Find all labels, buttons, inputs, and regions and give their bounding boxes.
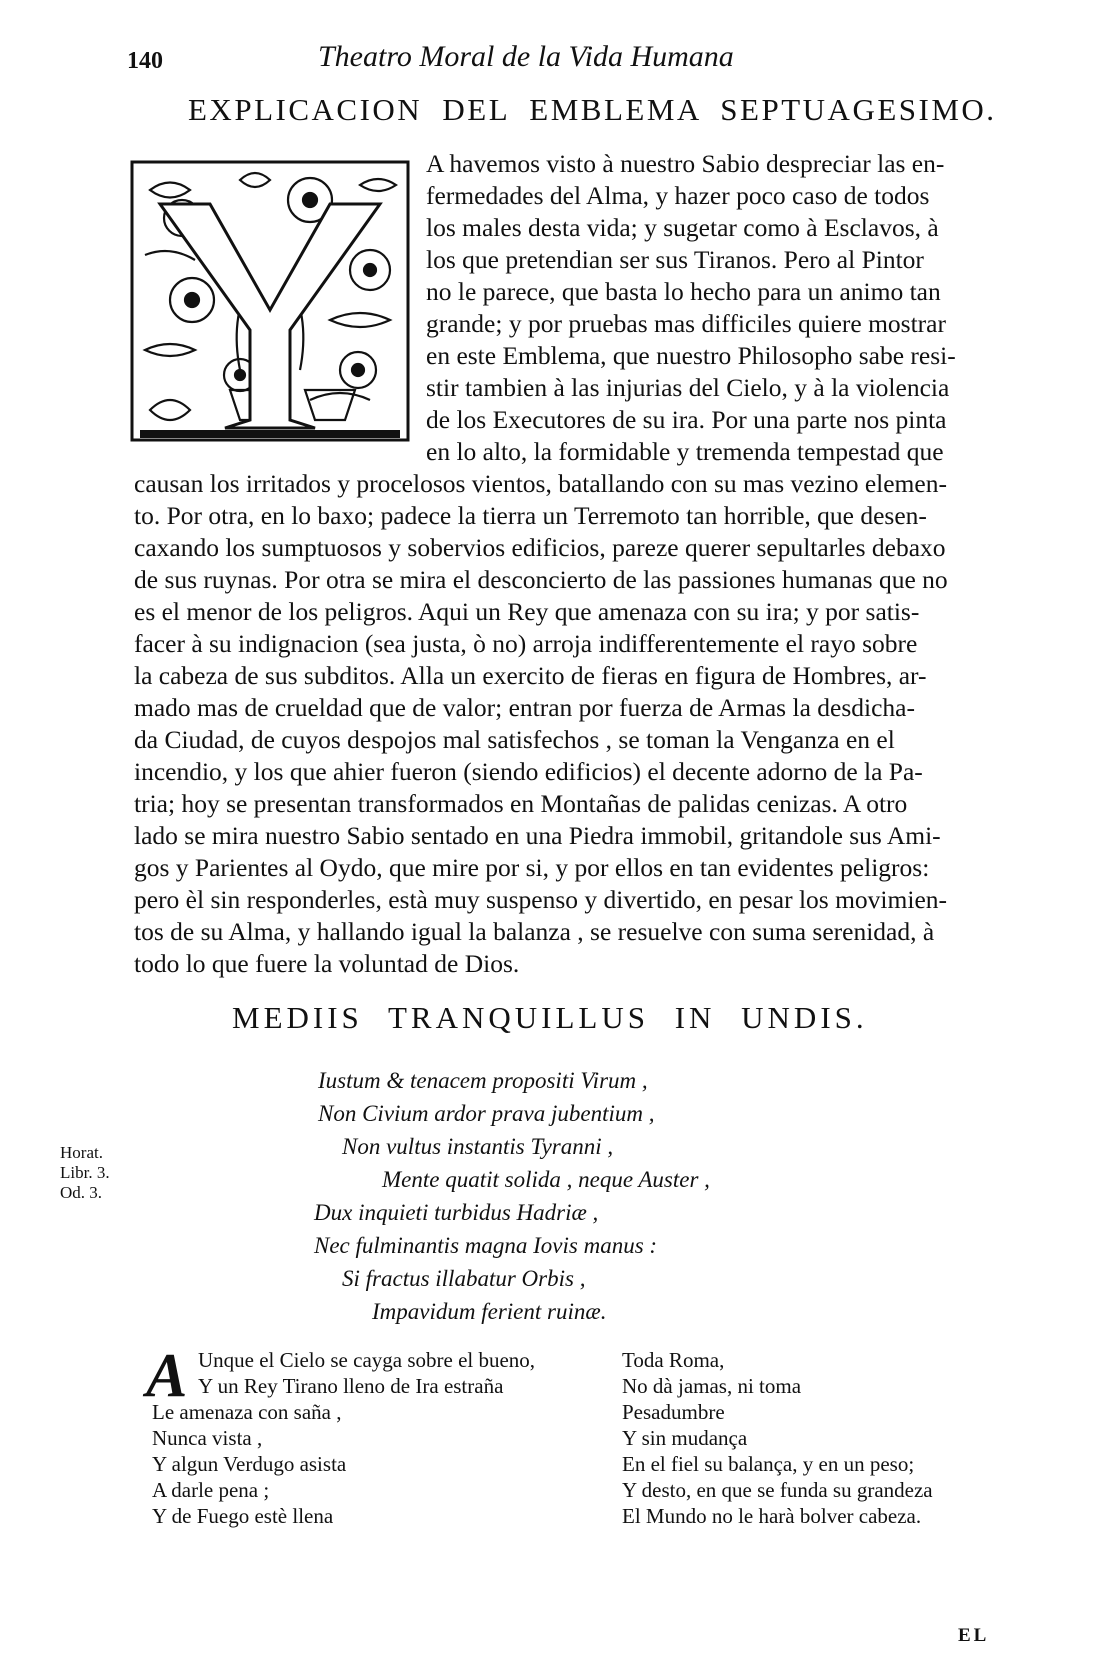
body-line: los males desta vida; y sugetar como à Esclavos, à: [426, 213, 939, 242]
section-title: EXPLICACION DEL EMBLEMA SEPTUAGESIMO.: [188, 92, 997, 127]
verse-drop-cap: A: [146, 1342, 188, 1410]
latin-verse-line: Non Civium ardor prava jubentium ,: [318, 1101, 655, 1126]
body-line: caxando los sumptuosos y sobervios edificios, pareze querer sepultarles debaxo: [134, 533, 946, 562]
body-line: lado se mira nuestro Sabio sentado en una Piedra immobil, gritandole sus Ami-: [134, 821, 941, 850]
verse-line-left: Y un Rey Tirano lleno de Ira estraña: [198, 1374, 504, 1398]
verse-line-left: A darle pena ;: [152, 1478, 270, 1502]
verse-line-right: Pesadumbre: [622, 1400, 725, 1424]
body-line: no le parece, que basta lo hecho para un animo tan: [426, 277, 941, 306]
verse-line-left: Y de Fuego estè llena: [152, 1504, 334, 1528]
body-line: de los Executores de su ira. Por una parte nos pinta: [426, 405, 947, 434]
body-line: en lo alto, la formidable y tremenda tempestad que: [426, 437, 944, 466]
latin-verse-line: Impavidum ferient ruinæ.: [372, 1299, 607, 1324]
verse-line-right: El Mundo no le harà bolver cabeza.: [622, 1504, 922, 1528]
body-line: de sus ruynas. Por otra se mira el desconcierto de las passiones humanas que no: [134, 565, 948, 594]
body-line: facer à su indignacion (sea justa, ò no) arroja indifferentemente el rayo sobre: [134, 629, 918, 658]
margin-note: [60, 1143, 110, 1203]
drop-cap-ornament: [130, 160, 410, 445]
latin-verse-line: Mente quatit solida , neque Auster ,: [382, 1167, 710, 1192]
body-line: mado mas de crueldad que de valor; entran por fuerza de Armas la desdicha-: [134, 693, 915, 722]
body-line: es el menor de los peligros. Aqui un Rey que amenaza con su ira; y por satis-: [134, 597, 920, 626]
body-line: gos y Parientes al Oydo, que mire por si, y por ellos en tan evidentes peligros:: [134, 853, 930, 882]
body-line: la cabeza de sus subditos. Alla un exercito de fieras en figura de Hombres, ar-: [134, 661, 927, 690]
body-line: en este Emblema, que nuestro Philosopho sabe resi-: [426, 341, 956, 370]
body-line: causan los irritados y procelosos vientos, batallando con su mas vezino elemen-: [134, 469, 947, 498]
latin-verse-line: Dux inquieti turbidus Hadriæ ,: [314, 1200, 599, 1225]
verse-line-left: Nunca vista ,: [152, 1426, 263, 1450]
body-line: tos de su Alma, y hallando igual la balanza , se resuelve con suma serenidad, à: [134, 917, 935, 946]
margin-note-line: Horat.: [60, 1143, 103, 1162]
verse-line-right: No dà jamas, ni toma: [622, 1374, 802, 1398]
margin-note-line: Libr. 3.: [60, 1163, 110, 1182]
verse-line-left: Unque el Cielo se cayga sobre el bueno,: [198, 1348, 536, 1372]
body-line: tria; hoy se presentan transformados en Montañas de palidas cenizas. A otro: [134, 789, 908, 818]
motto-heading: MEDIIS TRANQUILLUS IN UNDIS.: [232, 1000, 868, 1035]
verse-line-right: En el fiel su balança, y en un peso;: [622, 1452, 915, 1476]
latin-verse-line: Non vultus instantis Tyranni ,: [342, 1134, 614, 1159]
verse-line-right: Y desto, en que se funda su grandeza: [622, 1478, 933, 1502]
body-line: A havemos visto à nuestro Sabio despreciar las en-: [426, 149, 945, 178]
body-line: pero èl sin responderles, està muy suspenso y divertido, en pesar los movimien-: [134, 885, 947, 914]
body-line: stir tambien à las injurias del Cielo, y à la violencia: [426, 373, 950, 402]
body-line: fermedades del Alma, y hazer poco caso de todos: [426, 181, 930, 210]
latin-verse-line: Nec fulminantis magna Iovis manus :: [314, 1233, 658, 1258]
verse-line-left: Le amenaza con saña ,: [152, 1400, 342, 1424]
body-line: grande; y por pruebas mas difficiles quiere mostrar: [426, 309, 946, 338]
body-line: los que pretendian ser sus Tiranos. Pero al Pintor: [426, 245, 924, 274]
floral-woodcut-icon: [130, 160, 410, 445]
verse-line-left: Y algun Verdugo asista: [152, 1452, 347, 1476]
running-title: Theatro Moral de la Vida Humana: [318, 40, 734, 73]
body-line: todo lo que fuere la voluntad de Dios.: [134, 949, 520, 978]
body-line: da Ciudad, de cuyos despojos mal satisfechos , se toman la Venganza en el: [134, 725, 895, 754]
body-line: incendio, y los que ahier fueron (siendo edificios) el decente adorno de la Pa-: [134, 757, 923, 786]
verse-line-right: Toda Roma,: [622, 1348, 725, 1372]
page-number: 140: [127, 48, 163, 74]
catchword: EL: [958, 1625, 990, 1646]
latin-verse-line: Si fractus illabatur Orbis ,: [342, 1266, 586, 1291]
latin-verse-line: Iustum & tenacem propositi Virum ,: [318, 1068, 648, 1093]
margin-note-line: Od. 3.: [60, 1183, 103, 1202]
body-line: to. Por otra, en lo baxo; padece la tierra un Terremoto tan horrible, que desen-: [134, 501, 927, 530]
verse-line-right: Y sin mudança: [622, 1426, 748, 1450]
